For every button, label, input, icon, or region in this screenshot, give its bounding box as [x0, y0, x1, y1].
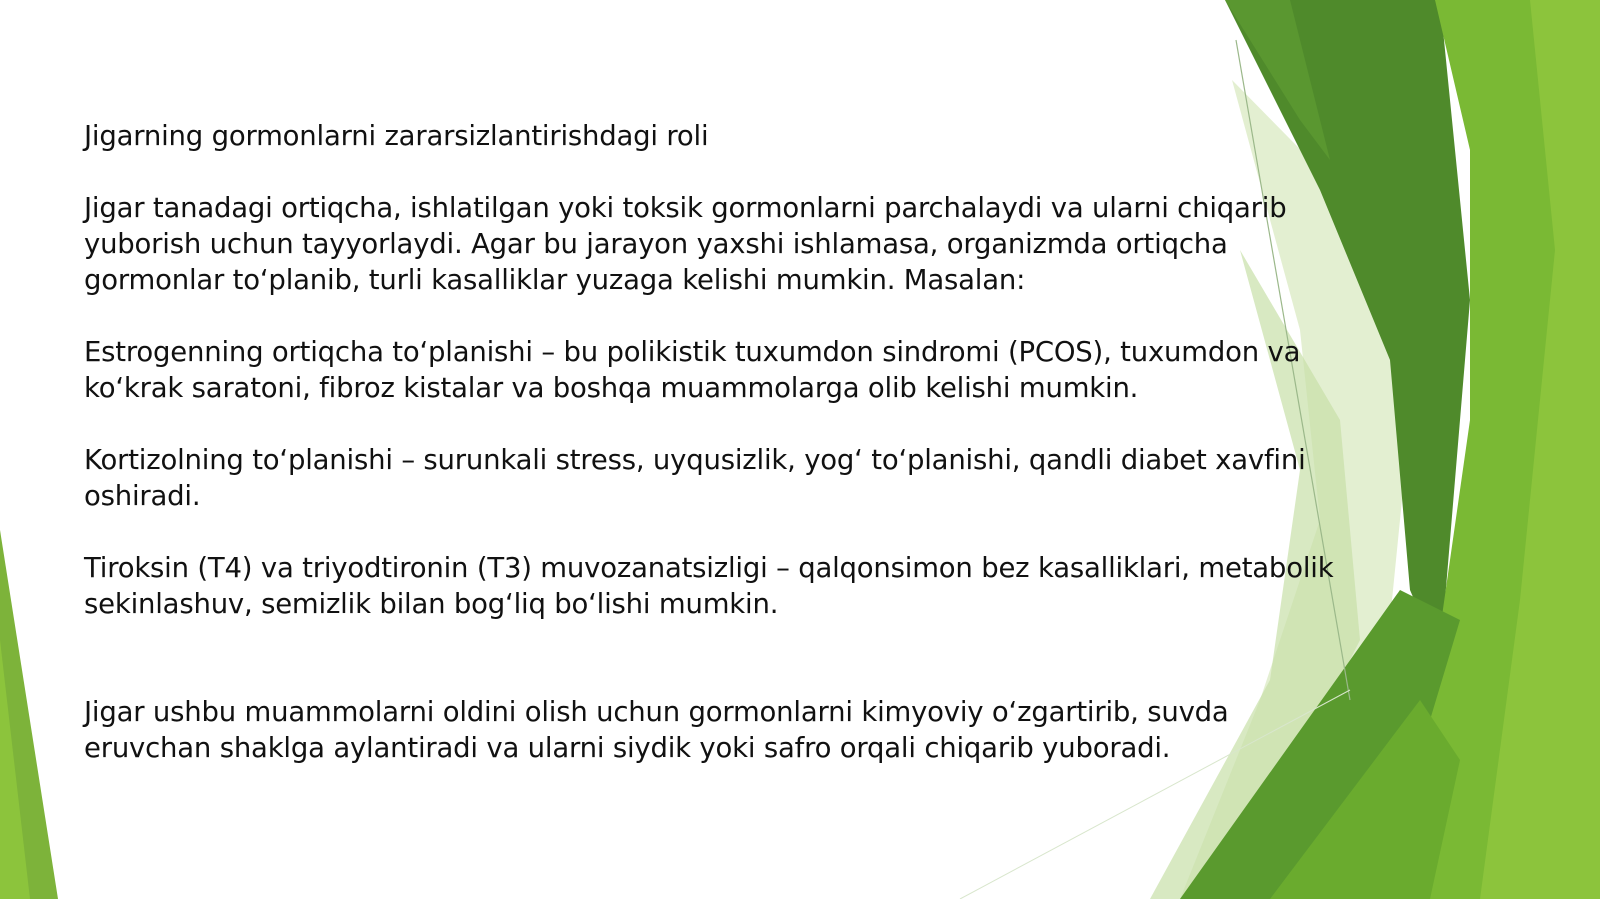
spacer: [84, 514, 1344, 550]
spacer: [84, 622, 1344, 694]
spacer: [84, 154, 1344, 190]
point-estrogen: Estrogenning ortiqcha to‘planishi – bu polikistik tuxumdon sindromi (PCOS), tuxumdon va ko‘krak saratoni, fibroz kistalar va boshqa muammolarga olib kelishi mumkin.: [84, 336, 1301, 404]
point-thyroid: Tiroksin (T4) va triyodtironin (T3) muvozanatsizligi – qalqonsimon bez kasalliklari, metabolik sekinlashuv, semizlik bilan bog‘liq bo‘lishi mumkin.: [84, 552, 1334, 620]
spacer: [84, 406, 1344, 442]
conclusion-paragraph: Jigar ushbu muammolarni oldini olish uchun gormonlarni kimyoviy o‘zgartirib, suvda eruvchan shaklga aylantiradi va ularni siydik yoki safro orqali chiqarib yuboradi.: [84, 696, 1229, 764]
point-cortisol: Kortizolning to‘planishi – surunkali stress, uyqusizlik, yog‘ to‘planishi, qandli diabet xavfini oshiradi.: [84, 444, 1306, 512]
slide-title: Jigarning gormonlarni zararsizlantirishdagi roli: [84, 120, 709, 152]
slide-body: [84, 118, 1344, 766]
intro-paragraph: Jigar tanadagi ortiqcha, ishlatilgan yoki toksik gormonlarni parchalaydi va ularni chiqarib yuborish uchun tayyorlaydi. Agar bu jarayon yaxshi ishlamasa, organizmda ortiqcha gormonlar to‘planib, turli kasalliklar yuzaga kelishi mumkin. Masalan:: [84, 192, 1287, 296]
spacer: [84, 298, 1344, 334]
